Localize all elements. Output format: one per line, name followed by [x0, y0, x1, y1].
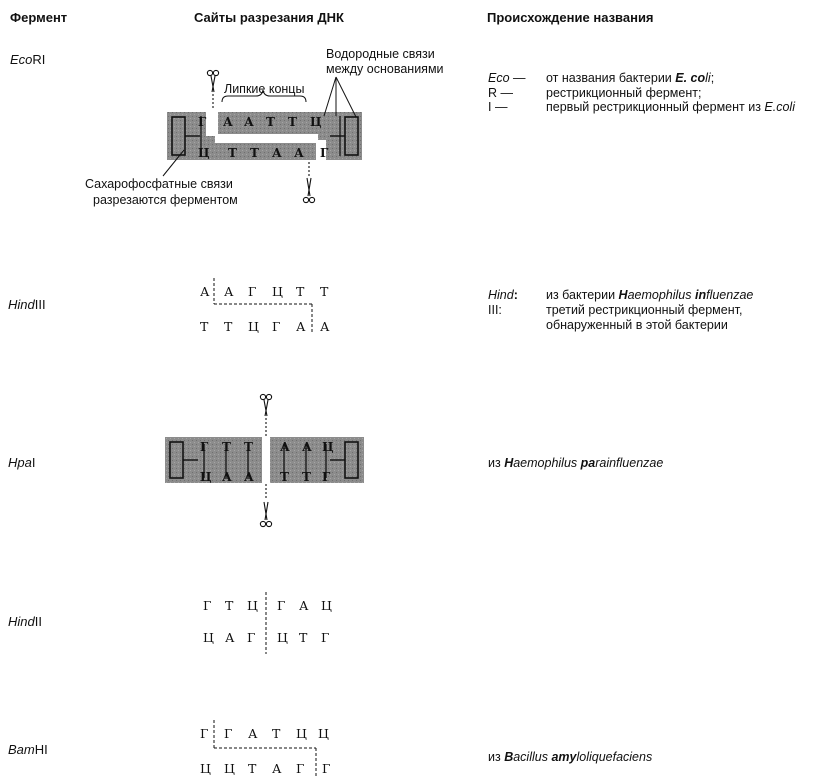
origin-text: из [488, 456, 505, 470]
hpai-bottom-base: А [222, 470, 232, 484]
hpai-bottom-base: Г [322, 470, 331, 484]
hindiii-top-base: Г [248, 284, 257, 299]
ecori-origin-key-eco [488, 71, 526, 86]
origin-bold: in [694, 288, 707, 302]
bamhi-top-base: А [248, 726, 258, 741]
hpai-top-base: А [280, 440, 290, 454]
hpai-origin [488, 456, 663, 471]
hindii-top-base: Г [203, 598, 212, 613]
hindii-top-base: Г [277, 598, 286, 613]
origin-text: из [488, 750, 505, 764]
enzyme-hindii [8, 614, 42, 629]
hpai-dna [165, 437, 364, 483]
hindii-top-base: Ц [247, 598, 258, 613]
hindiii-origin-key2: III: [488, 303, 502, 317]
enzyme-hindiii [8, 297, 46, 312]
ecori-bottom-base: А [272, 146, 282, 160]
hindiii-bottom-base: А [296, 319, 306, 334]
ecori-bottom-base: Т [228, 146, 237, 160]
ecori-origin-key-r: R — [488, 86, 513, 100]
hindiii-top-base: Ц [272, 284, 283, 299]
origin-italic: aemophilus [627, 288, 695, 302]
hindiii-top-base: Т [296, 284, 305, 299]
enzyme-suffix: III [34, 297, 46, 312]
hindiii-bottom-base: А [320, 319, 330, 334]
hindii-top-base: Т [225, 598, 234, 613]
origin-text: из бактерии [546, 288, 619, 302]
scissors-icon [303, 162, 314, 203]
scissors-icon [207, 70, 218, 108]
hindii-top-base: Ц [321, 598, 332, 613]
enzyme-prefix: Hind [8, 614, 35, 629]
origin-italic: li [705, 71, 711, 85]
bamhi-bottom-base: А [272, 761, 282, 776]
hindiii-origin-key1 [488, 288, 518, 303]
bamhi-bottom-base: Г [322, 761, 331, 776]
bamhi-bottom-base: Т [248, 761, 257, 776]
hpai-bottom-base: А [244, 470, 254, 484]
hindiii-origin-line1 [546, 288, 753, 303]
label-hbonds-line2: между основаниями [326, 62, 444, 76]
bamhi-top-base: Г [224, 726, 233, 741]
enzyme-prefix: Eco [10, 52, 33, 67]
origin-text: первый рестрикционный фермент из [546, 100, 765, 114]
hpai-top-base: Г [200, 440, 209, 454]
ecori-origin-text-i [546, 100, 795, 115]
hindiii-top-base: Т [320, 284, 329, 299]
origin-bold: H [618, 288, 628, 302]
enzyme-prefix: Hpa [8, 455, 32, 470]
hpai-top-base: Ц [322, 440, 334, 454]
enzyme-prefix: Hind [8, 297, 35, 312]
origin-italic: loliquefaciens [576, 750, 653, 764]
hindii-bottom-base: Г [321, 630, 330, 645]
bamhi-top-base: Т [272, 726, 281, 741]
ecori-bottom-base: Т [250, 146, 259, 160]
ecori-top-base: Ц [310, 115, 322, 129]
ecori-bottom-right-base: Г [320, 146, 329, 160]
origin-bold: amy [551, 750, 577, 764]
enzyme-suffix: HI [34, 742, 48, 757]
ecori-top-left-base: Г [198, 115, 207, 129]
hindii-bottom-base: Ц [203, 630, 214, 645]
origin-bold: B [504, 750, 514, 764]
scissors-icon [260, 484, 271, 527]
origin-bold: H [504, 456, 514, 470]
label-sugar-line2: разрезаются ферментом [93, 193, 238, 207]
ecori-bottom-base: А [294, 146, 304, 160]
hindiii-bottom-base: Т [224, 319, 233, 334]
header-enzyme: Фермент [10, 10, 68, 25]
ecori-dna [167, 108, 362, 162]
hindii-bottom-base: А [225, 630, 235, 645]
ecori-origin-text-r: рестрикционный фермент; [546, 86, 702, 100]
enzyme-hpai [8, 455, 35, 470]
hbonds-pointers [324, 77, 356, 117]
origin-bold: pa [580, 456, 596, 470]
origin-key: Hind [488, 288, 514, 302]
hindiii-top-base: А [224, 284, 234, 299]
bamhi-bottom-base: Г [296, 761, 305, 776]
origin-italic: aemophilus [513, 456, 581, 470]
hpai-top-base: Т [244, 440, 253, 454]
label-sugar-line1: Сахарофосфатные связи [85, 177, 233, 191]
hpai-top-base: Т [222, 440, 231, 454]
scissors-icon [260, 394, 271, 436]
hindii-bottom-base: Т [299, 630, 308, 645]
label-hbonds-line1: Водородные связи [326, 47, 435, 61]
hpai-bottom-base: Т [280, 470, 289, 484]
origin-key: : [513, 288, 518, 302]
hindiii-bottom-base: Ц [248, 319, 259, 334]
origin-text: ; [710, 71, 715, 85]
origin-text: от названия бактерии [546, 71, 676, 85]
ecori-origin-key-i: I — [488, 100, 508, 114]
hindiii-bottom-base: Т [200, 319, 209, 334]
hpai-bottom-base: Ц [200, 470, 212, 484]
hpai-bottom-base: Т [302, 470, 311, 484]
origin-bold: E. co [675, 71, 706, 85]
ecori-top-base: А [223, 115, 233, 129]
ecori-bottom-left-base: Ц [198, 146, 210, 160]
enzyme-suffix: II [34, 614, 42, 629]
enzyme-suffix: I [31, 455, 36, 470]
header-sites: Сайты разрезания ДНК [194, 10, 344, 25]
header-origin: Происхождение названия [487, 10, 654, 25]
hindii-bottom-base: Г [247, 630, 256, 645]
ecori-top-base: А [244, 115, 254, 129]
hindiii-origin-line2: третий рестрикционный фермент, [546, 303, 743, 317]
origin-italic: acillus [513, 750, 552, 764]
hindiii-bottom-base: Г [272, 319, 281, 334]
bamhi-bottom-base: Ц [224, 761, 235, 776]
bamhi-top-base: Ц [318, 726, 329, 741]
origin-italic: rainfluenzae [595, 456, 664, 470]
bamhi-top-base: Ц [296, 726, 307, 741]
hindiii-origin-line3: обнаруженный в этой бактерии [546, 318, 728, 332]
ecori-top-base: Т [288, 115, 297, 129]
label-sticky-ends: Липкие концы [224, 82, 305, 96]
ecori-top-base: Т [266, 115, 275, 129]
bamhi-origin [488, 750, 652, 765]
hindii-bottom-base: Ц [277, 630, 288, 645]
hpai-top-base: А [302, 440, 312, 454]
origin-key: Eco — [488, 71, 526, 85]
enzyme-bamhi [8, 742, 48, 757]
ecori-origin-text-eco [546, 71, 714, 86]
hindiii-top-base: А [200, 284, 210, 299]
hindii-top-base: А [299, 598, 309, 613]
bamhi-bottom-base: Ц [200, 761, 211, 776]
origin-italic: E.coli [764, 100, 795, 114]
origin-italic: fluenzae [706, 288, 754, 302]
bamhi-top-base: Г [200, 726, 209, 741]
enzyme-prefix: Bam [8, 742, 35, 757]
enzyme-suffix: RI [32, 52, 46, 67]
